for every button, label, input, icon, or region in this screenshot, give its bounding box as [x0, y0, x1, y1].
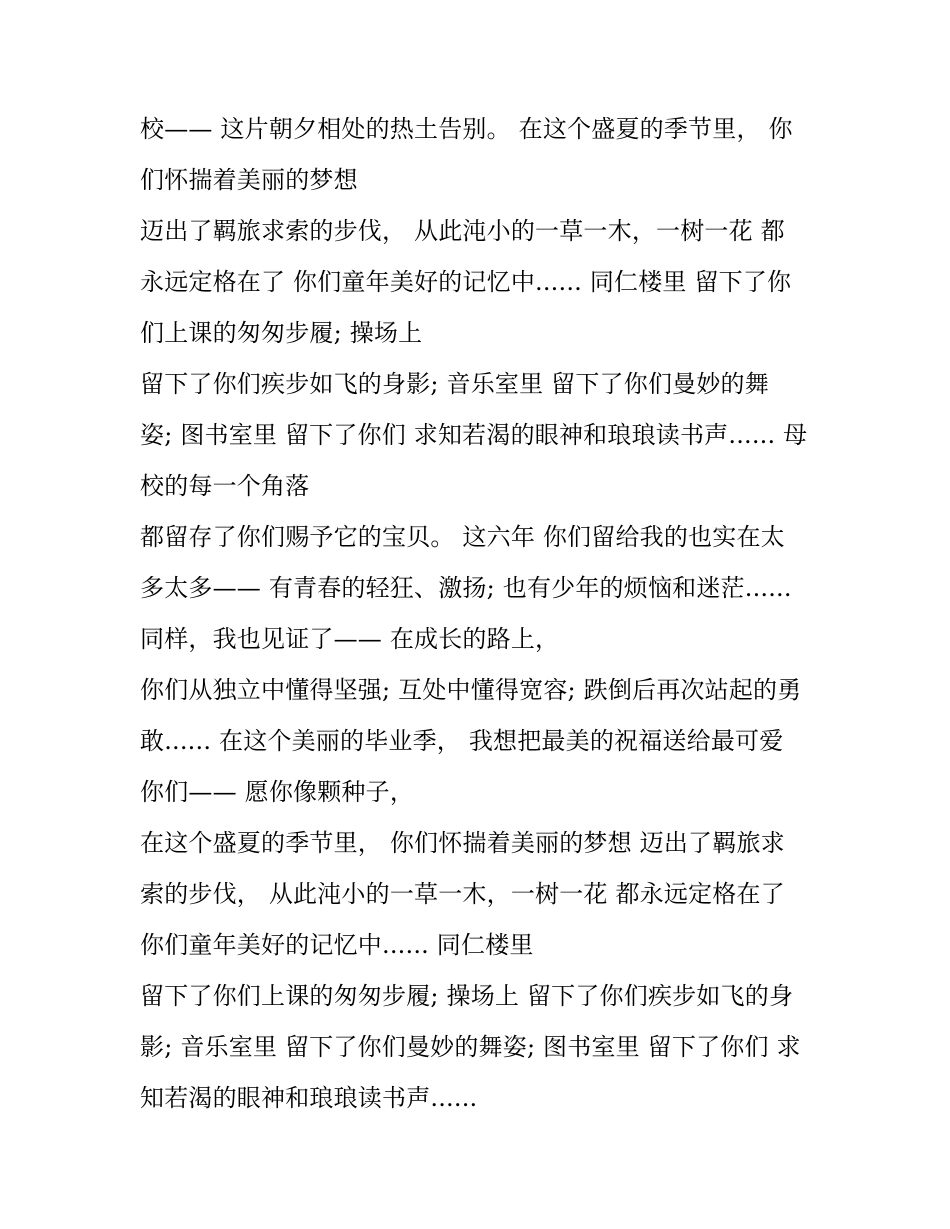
text-line: 影; 音乐室里 留下了你们曼妙的舞姿; 图书室里 留下了你们 求	[140, 1033, 801, 1061]
text-line: 留下了你们上课的匆匆步履; 操场上 留下了你们疾步如飞的身	[140, 982, 794, 1010]
text-line: 敢...... 在这个美丽的毕业季， 我想把最美的祝福送给最可爱	[140, 727, 784, 755]
document-body	[140, 104, 820, 1124]
text-line: 迈出了羁旅求索的步伐， 从此沌小的一草一木，一树一花 都	[140, 217, 785, 245]
text-line: 们上课的匆匆步履; 操场上	[140, 319, 423, 347]
text-line: 你们—— 愿你像颗种子，	[140, 778, 415, 806]
text-line: 你们从独立中懂得坚强; 互处中懂得宽容; 跌倒后再次站起的勇	[140, 676, 802, 704]
text-line: 姿; 图书室里 留下了你们 求知若渴的眼神和琅琅读书声...... 母	[140, 421, 808, 449]
text-line: 校—— 这片朝夕相处的热土告别。 在这个盛夏的季节里， 你	[140, 115, 793, 143]
text-line: 索的步伐， 从此沌小的一草一木，一树一花 都永远定格在了	[140, 880, 785, 908]
text-line: 同样，我也见证了—— 在成长的路上，	[140, 625, 560, 653]
text-line: 都留存了你们赐予它的宝贝。 这六年 你们留给我的也实在太	[140, 523, 785, 551]
text-line: 知若渴的眼神和琅琅读书声......	[140, 1084, 478, 1112]
text-line: 在这个盛夏的季节里， 你们怀揣着美丽的梦想 迈出了羁旅求	[140, 829, 785, 857]
text-line: 留下了你们疾步如飞的身影; 音乐室里 留下了你们曼妙的舞	[140, 370, 769, 398]
text-line: 多太多—— 有青春的轻狂、激扬; 也有少年的烦恼和迷茫......	[140, 574, 792, 602]
text-line: 永远定格在了 你们童年美好的记忆中...... 同仁楼里 留下了你	[140, 268, 792, 296]
text-line: 你们童年美好的记忆中...... 同仁楼里	[140, 931, 534, 959]
text-line: 校的每一个角落	[140, 472, 310, 500]
text-line: 们怀揣着美丽的梦想	[140, 166, 358, 194]
